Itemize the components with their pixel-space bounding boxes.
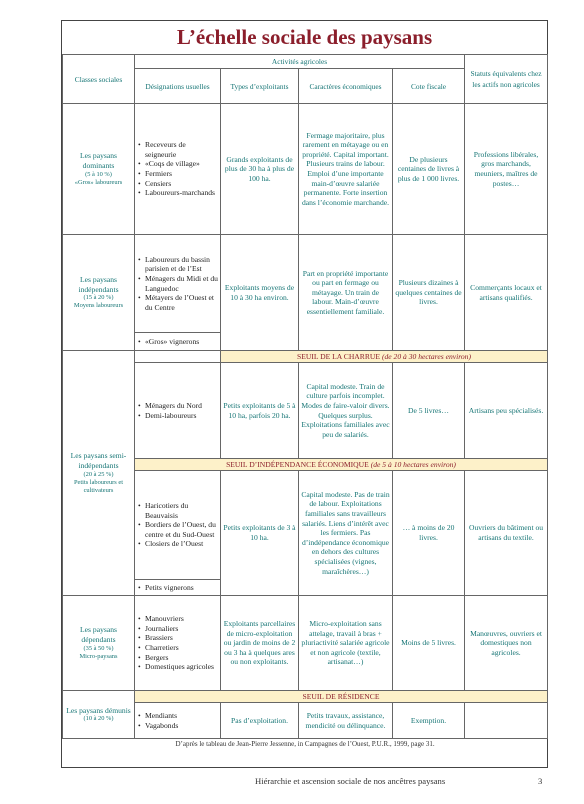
cote-demunis: Exemption. [393,703,465,739]
statuts-dependants: Manœuvres, ouvriers et domestiques non agricoles. [465,596,548,691]
statuts-independants: Commerçants locaux et artisans qualifiés. [465,235,548,351]
table-row [63,471,548,580]
class-pct: (35 à 50 %) [83,644,114,652]
class-name: Les paysans indépendants [78,274,119,294]
class-pct: (20 à 25 %) [83,470,114,478]
caracteres-dependants: Micro-exploitation sans attelage, travail à bras + pluriactivité salariée agricole et non agricole (textile, artisanat…) [299,596,393,691]
class-independants [63,235,135,351]
list-item: • Laboureurs du bassin parisien et de l’Est [145,255,218,274]
designations-dominants [135,104,221,235]
statuts-semi: Artisans peu spécialisés. [465,363,548,459]
cote-semi-b: … à moins de 20 livres. [393,471,465,596]
designations-independants [135,235,221,333]
class-alias: Micro-paysans [79,652,118,660]
seuil-detail: (de 20 à 30 hectares environ) [381,351,472,361]
class-name: Les paysans démunis [66,705,131,715]
class-name: Les paysans dépendants [80,625,117,644]
types-semi-b: Petits exploitants de 3 à 10 ha. [221,471,299,596]
list-item: • Receveurs de seigneurie [145,140,218,159]
caracteres-semi: Capital modeste. Train de culture parfois incomplet. Modes de faire-valoir divers. Quelques surplus. Exploitations familiales avec peu de salariés. [299,363,393,459]
page-title: L’échelle sociale des paysans [176,25,433,49]
statuts-demunis [465,703,548,739]
designations-petits-vignerons [135,580,221,596]
designations-semi-b [135,471,221,580]
seuil-detail: (de 5 à 10 hectares environ) [370,459,456,469]
designations-semi [135,363,221,459]
caracteres-dominants: Fermage majoritaire, plus rarement en métayage ou en propriété. Capital important. Plusieurs trains de labour. Emploi d’une importante main-d’œuvre salariée permanente. Forte insertion dans l’économie marchande. [299,104,393,235]
list-item: • «Coqs de village» [145,159,218,169]
header-statuts: Statuts équivalents chez les actifs non agricoles [465,55,548,104]
statuts-semi-b: Ouvriers du bâtiment ou artisans du textile. [465,471,548,596]
types-demunis: Pas d’exploitation. [221,703,299,739]
table-row [63,703,548,739]
table-row [63,235,548,333]
title-row [62,21,547,55]
seuil-label: SEUIL DE RÉSIDENCE [302,691,380,701]
seuil-label: SEUIL DE LA CHARRUE [297,351,381,361]
list-item: • Censiers [145,179,218,189]
seuil-residence [135,691,548,703]
list-item: • Closiers de l’Ouest [145,539,218,549]
seuil-charrue [221,351,548,363]
list-item: • Manouvriers [145,614,218,624]
header-types: Types d’exploitants [221,69,299,104]
class-alias: Petits laboureurs et cultivateurs [74,478,123,494]
table-row [63,691,548,703]
header-activites: Activités agricoles [135,55,465,69]
header-caracteres: Caractères économiques [299,69,393,104]
table-row [63,104,548,235]
class-pct: (15 à 20 %) [83,294,114,302]
designations-demunis [135,703,221,739]
page-number: 3 [538,776,543,786]
cote-dependants: Moins de 5 livres. [393,596,465,691]
cote-semi: De 5 livres… [393,363,465,459]
table-row [63,363,548,459]
social-scale-table [62,54,548,751]
table-row [63,459,548,471]
class-alias: «Gros» laboureurs [74,178,123,186]
class-name: Les paysans dominants [80,151,117,170]
list-item: • Domestiques agricoles [145,662,218,672]
seuil-label: SEUIL D’INDÉPENDANCE ÉCONOMIQUE [226,459,369,469]
list-item: • Journaliers [145,624,218,634]
caracteres-demunis: Petits travaux, assistance, mendicité ou délinquance. [299,703,393,739]
table-row [63,351,548,363]
designations-dependants [135,596,221,691]
class-demunis [63,691,135,739]
cote-independants: Plusieurs dizaines à quelques centaines de livres. [393,235,465,351]
list-item: • Laboureurs-marchands [145,188,218,198]
statuts-dominants: Professions libérales, gros marchands, meuniers, maîtres de postes… [465,104,548,235]
class-name: Les paysans semi-indépendants [70,451,127,470]
types-dependants: Exploitants parcellaires de micro-exploitation ou jardin de moins de 2 ou 3 ha à quelques ares ou non exploitants. [221,596,299,691]
list-item: • Métayers de l’Ouest et du Centre [145,293,218,312]
caracteres-semi-b: Capital modeste. Pas de train de labour. Exploitations familiales sans travailleurs salariés. Liens d’intérêt avec les fermiers. Pas d’indépendance économique en dehors des cultures spécialisées (vignes, maraîchères…) [299,471,393,596]
types-independants: Exploitants moyens de 10 à 30 ha environ. [221,235,299,351]
table-row [63,596,548,691]
header-classes: Classes sociales [63,55,135,104]
class-alias: Moyens laboureurs [73,302,124,310]
table-frame [61,20,548,768]
header-designations: Désignations usuelles [135,69,221,104]
source-citation: D’après le tableau de Jean-Pierre Jessenne, in Campagnes de l’Ouest, P.U.R., 1999, page 31. [175,740,435,748]
designations-gros-vignerons [135,333,221,351]
list-item: • Ménagers du Midi et du Languedoc [145,274,218,293]
list-item: • Brassiers [145,633,218,643]
list-item: • Demi-laboureurs [145,411,218,421]
page-footer: Hiérarchie et ascension sociale de nos ancêtres paysans [255,776,446,786]
list-item: • Charretiers [145,643,218,653]
list-item: • Bordiers de l’Ouest, du centre et du Sud-Ouest [145,520,218,539]
list-item: • Haricotiers du Beauvaisis [145,501,218,520]
list-item: • Mendiants [145,711,218,721]
class-semi [63,351,135,596]
class-pct: (5 à 10 %) [85,170,112,178]
list-item: • Vagabonds [145,721,218,731]
class-pct: (10 à 20 %) [83,715,114,723]
types-dominants: Grands exploitants de plus de 30 ha à plus de 100 ha. [221,104,299,235]
list-item: • Petits vignerons [145,583,218,593]
types-semi: Petits exploitants de 5 à 10 ha, parfois 20 ha. [221,363,299,459]
list-item: • Ménagers du Nord [145,401,218,411]
class-dominants [63,104,135,235]
header-cote: Cote fiscale [393,69,465,104]
caracteres-independants: Part en propriété importante ou part en fermage ou métayage. Un train de labour. Main-d’œuvre essentiellement familiale. [299,235,393,351]
seuil-independance [135,459,548,471]
list-item: • Bergers [145,653,218,663]
list-item: • Fermiers [145,169,218,179]
list-item: • «Gros» vignerons [145,337,218,347]
cote-dominants: De plusieurs centaines de livres à plus de 1 000 livres. [393,104,465,235]
class-dependants [63,596,135,691]
